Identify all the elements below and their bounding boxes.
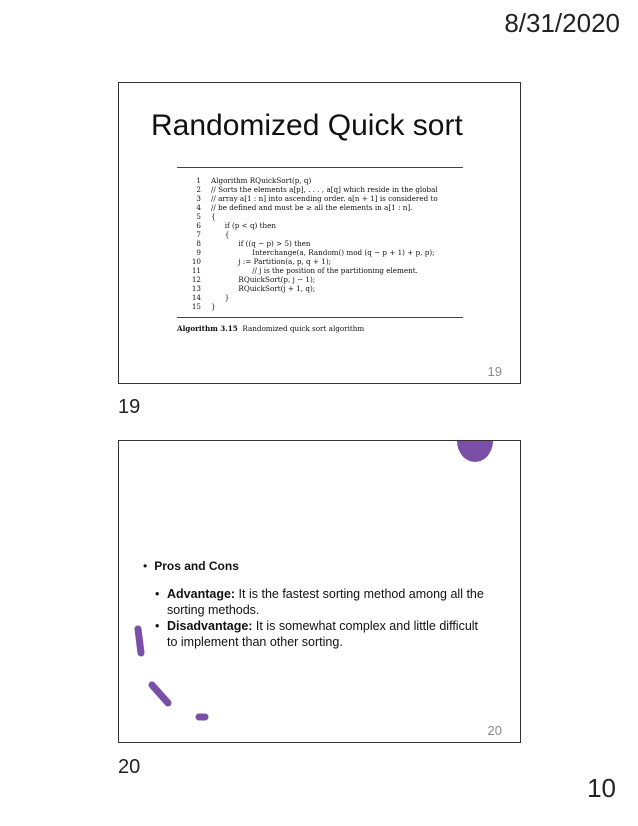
slide-20-thumbnail [118, 440, 521, 743]
line-number: 8 [196, 239, 201, 248]
advantage-text: It is the fastest sorting method among all the sorting methods. [167, 587, 484, 617]
algorithm-figure [177, 167, 463, 333]
code-line [177, 221, 463, 230]
code-text: j := Partition(a, p, q + 1); [211, 257, 332, 266]
accent-semicircle [457, 441, 493, 462]
slide-label-20: 20 [118, 756, 141, 778]
code-line [177, 302, 463, 311]
code-line [177, 248, 463, 257]
line-number: 10 [191, 257, 201, 266]
code-block [177, 176, 463, 311]
advantage-label: Advantage: [167, 587, 236, 601]
algorithm-caption [177, 324, 463, 333]
accent-stroke-diagonal [152, 685, 168, 703]
slide-19-thumbnail [118, 82, 521, 384]
code-line [177, 185, 463, 194]
line-number: 7 [196, 230, 201, 239]
code-text: // be defined and must be ≥ all the elements in a[1 : n]. [211, 203, 413, 212]
code-text: { [211, 212, 216, 221]
pros-cons-heading: • Pros and Cons [143, 559, 239, 573]
slide-number: 20 [487, 723, 502, 738]
disadvantage-label: Disadvantage: [167, 619, 253, 633]
code-text: Algorithm RQuickSort(p, q) [211, 176, 312, 185]
code-line [177, 176, 463, 185]
code-text: RQuickSort(j + 1, q); [211, 284, 316, 293]
slide-title: Randomized Quick sort [151, 109, 463, 142]
line-number: 6 [196, 221, 201, 230]
code-line [177, 212, 463, 221]
caption-label: Algorithm 3.15 [177, 324, 238, 333]
slide-label-19: 19 [118, 396, 141, 418]
line-number: 4 [196, 203, 201, 212]
code-line [177, 284, 463, 293]
code-line [177, 194, 463, 203]
line-number: 14 [191, 293, 201, 302]
bullet-dot: • [155, 587, 160, 601]
page-number: 10 [587, 773, 616, 803]
code-line [177, 203, 463, 212]
code-text: if ((q − p) > 5) then [211, 239, 311, 248]
bottom-rule [177, 317, 463, 318]
code-text: // j is the position of the partitioning element. [211, 266, 418, 275]
code-text: } [211, 293, 230, 302]
code-line [177, 293, 463, 302]
line-number: 3 [196, 194, 201, 203]
advantage-item [155, 586, 487, 618]
line-number: 5 [196, 212, 201, 221]
line-number: 9 [196, 248, 201, 257]
code-text: if (p < q) then [211, 221, 277, 230]
code-text: { [211, 230, 230, 239]
code-line [177, 266, 463, 275]
bullet-dot: • [155, 619, 160, 633]
line-number: 2 [196, 185, 201, 194]
code-text: // array a[1 : n] into ascending order. a[n + 1] is considered to [211, 194, 438, 203]
code-text: } [211, 302, 216, 311]
disadvantage-text: It is somewhat complex and little difficult to implement than other sorting. [167, 619, 479, 649]
disadvantage-item [155, 618, 487, 650]
code-line [177, 230, 463, 239]
code-text: // Sorts the elements a[p], . . . , a[q] which reside in the global [211, 185, 438, 194]
line-number: 13 [191, 284, 201, 293]
code-line [177, 239, 463, 248]
caption-text: Randomized quick sort algorithm [242, 324, 365, 333]
line-number: 1 [196, 176, 201, 185]
line-number: 12 [191, 275, 201, 284]
line-number: 11 [191, 266, 201, 275]
slide-number: 19 [487, 364, 502, 379]
code-line [177, 257, 463, 266]
code-line [177, 275, 463, 284]
handout-date: 8/31/2020 [504, 8, 620, 38]
code-text: Interchange(a, Random() mod (q − p + 1) + p, p); [211, 248, 435, 257]
line-number: 15 [191, 302, 201, 311]
top-rule [177, 167, 463, 168]
accent-stroke-vertical [138, 629, 141, 653]
code-text: RQuickSort(p, j − 1); [211, 275, 316, 284]
